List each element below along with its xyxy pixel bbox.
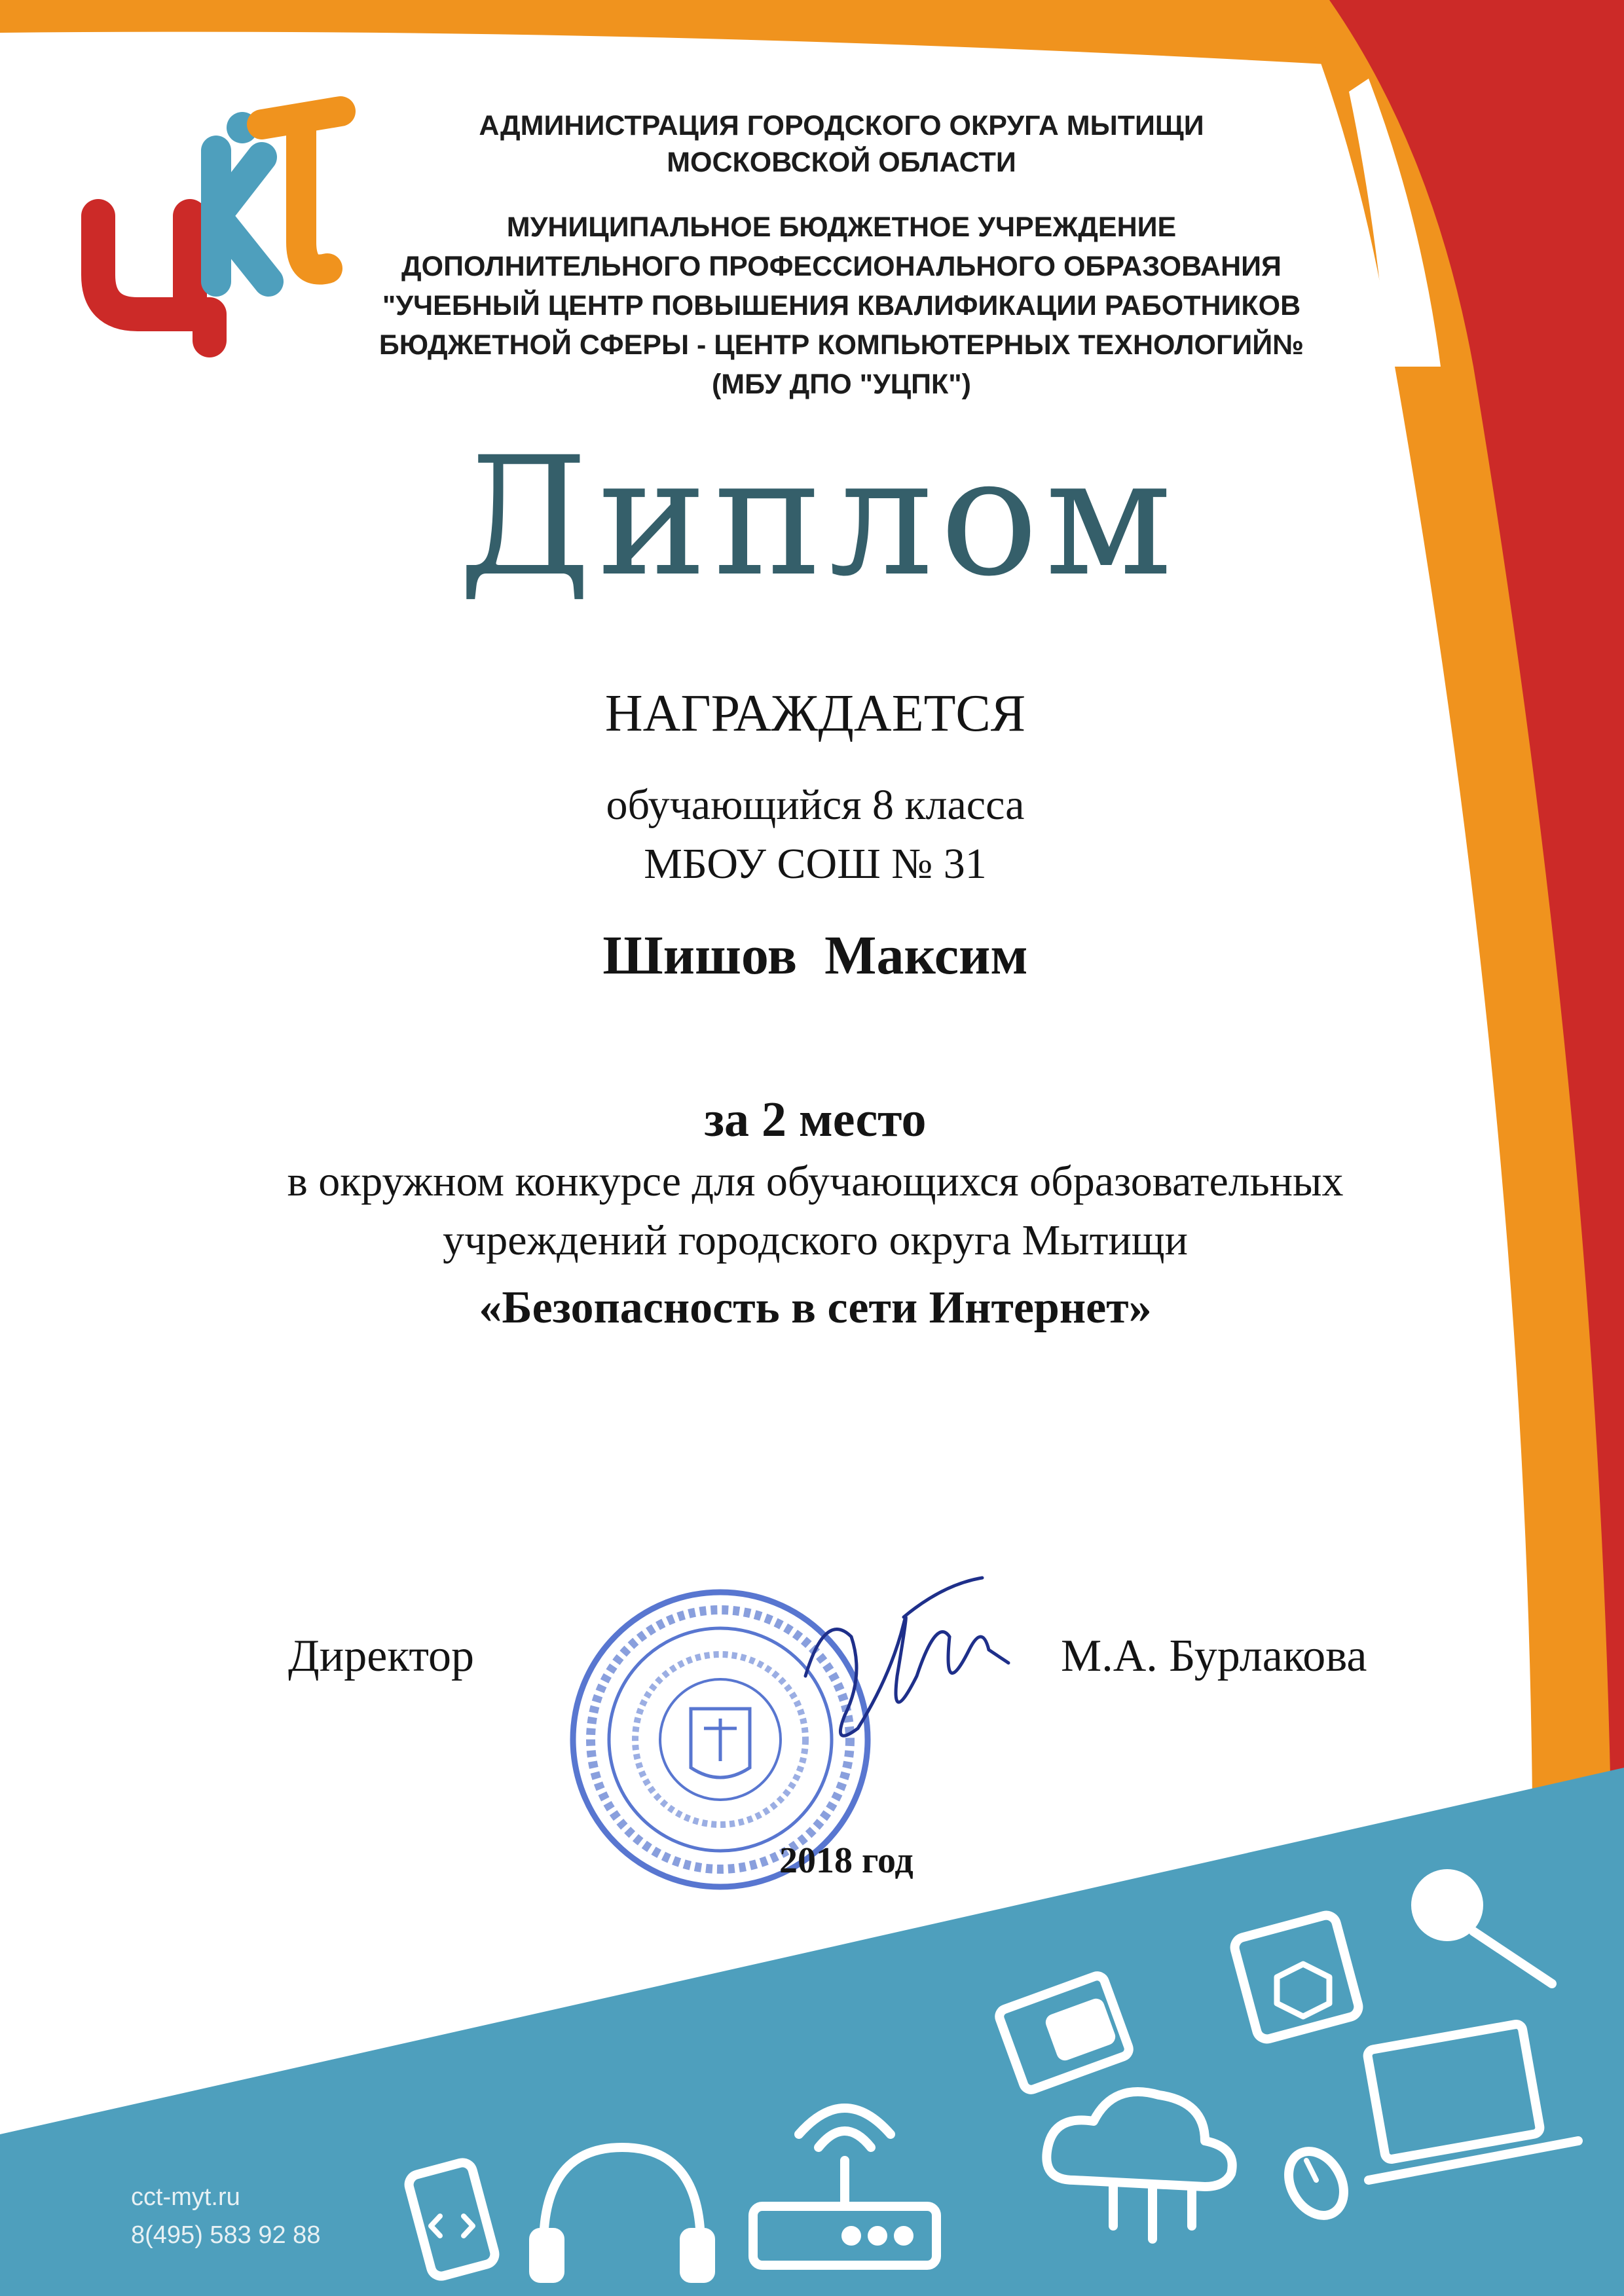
org-line-5: (МБУ ДПО "УЦПК") — [711, 369, 971, 400]
org-line-3: "УЧЕБНЫЙ ЦЕНТР ПОВЫШЕНИЯ КВАЛИФИКАЦИИ РАБОТНИКОВ — [382, 290, 1301, 321]
director-role: Директор — [288, 1631, 475, 1681]
admin-line-1: АДМИНИСТРАЦИЯ ГОРОДСКОГО ОКРУГА МЫТИЩИ — [479, 110, 1204, 141]
awarded-heading: НАГРАЖДАЕТСЯ — [604, 685, 1026, 742]
footer-website[interactable]: cct-myt.ru — [131, 2183, 240, 2211]
director-name: М.А. Бурлакова — [1061, 1631, 1367, 1681]
org-line-4: БЮДЖЕТНОЙ СФЕРЫ - ЦЕНТР КОМПЬЮТЕРНЫХ ТЕХНОЛОГИЙ№ — [378, 329, 1304, 361]
director-signature — [805, 1578, 1008, 1736]
contest-title: «Безопасность в сети Интернет» — [479, 1283, 1152, 1333]
stamp-emblem — [691, 1709, 750, 1777]
issue-year: 2018 год — [779, 1840, 913, 1881]
student-line-2: МБОУ СОШ № 31 — [644, 840, 987, 888]
admin-line-2: МОСКОВСКОЙ ОБЛАСТИ — [667, 147, 1016, 178]
org-line-2: ДОПОЛНИТЕЛЬНОГО ПРОФЕССИОНАЛЬНОГО ОБРАЗОВАНИЯ — [401, 251, 1282, 282]
student-line-1: обучающийся 8 класса — [606, 781, 1025, 829]
top-orange-band — [0, 0, 1349, 65]
contest-line-2: учреждений городского округа Мытищи — [443, 1216, 1188, 1264]
student-name: Шишов Максим — [602, 925, 1028, 986]
award-place: за 2 место — [704, 1092, 927, 1147]
org-line-1: МУНИЦИПАЛЬНОЕ БЮДЖЕТНОЕ УЧРЕЖДЕНИЕ — [506, 211, 1177, 243]
footer-phone: 8(495) 583 92 88 — [131, 2221, 321, 2249]
contest-line-1: в окружном конкурсе для обучающихся образовательных — [287, 1157, 1344, 1205]
diploma-title: Диплом — [458, 422, 1179, 612]
